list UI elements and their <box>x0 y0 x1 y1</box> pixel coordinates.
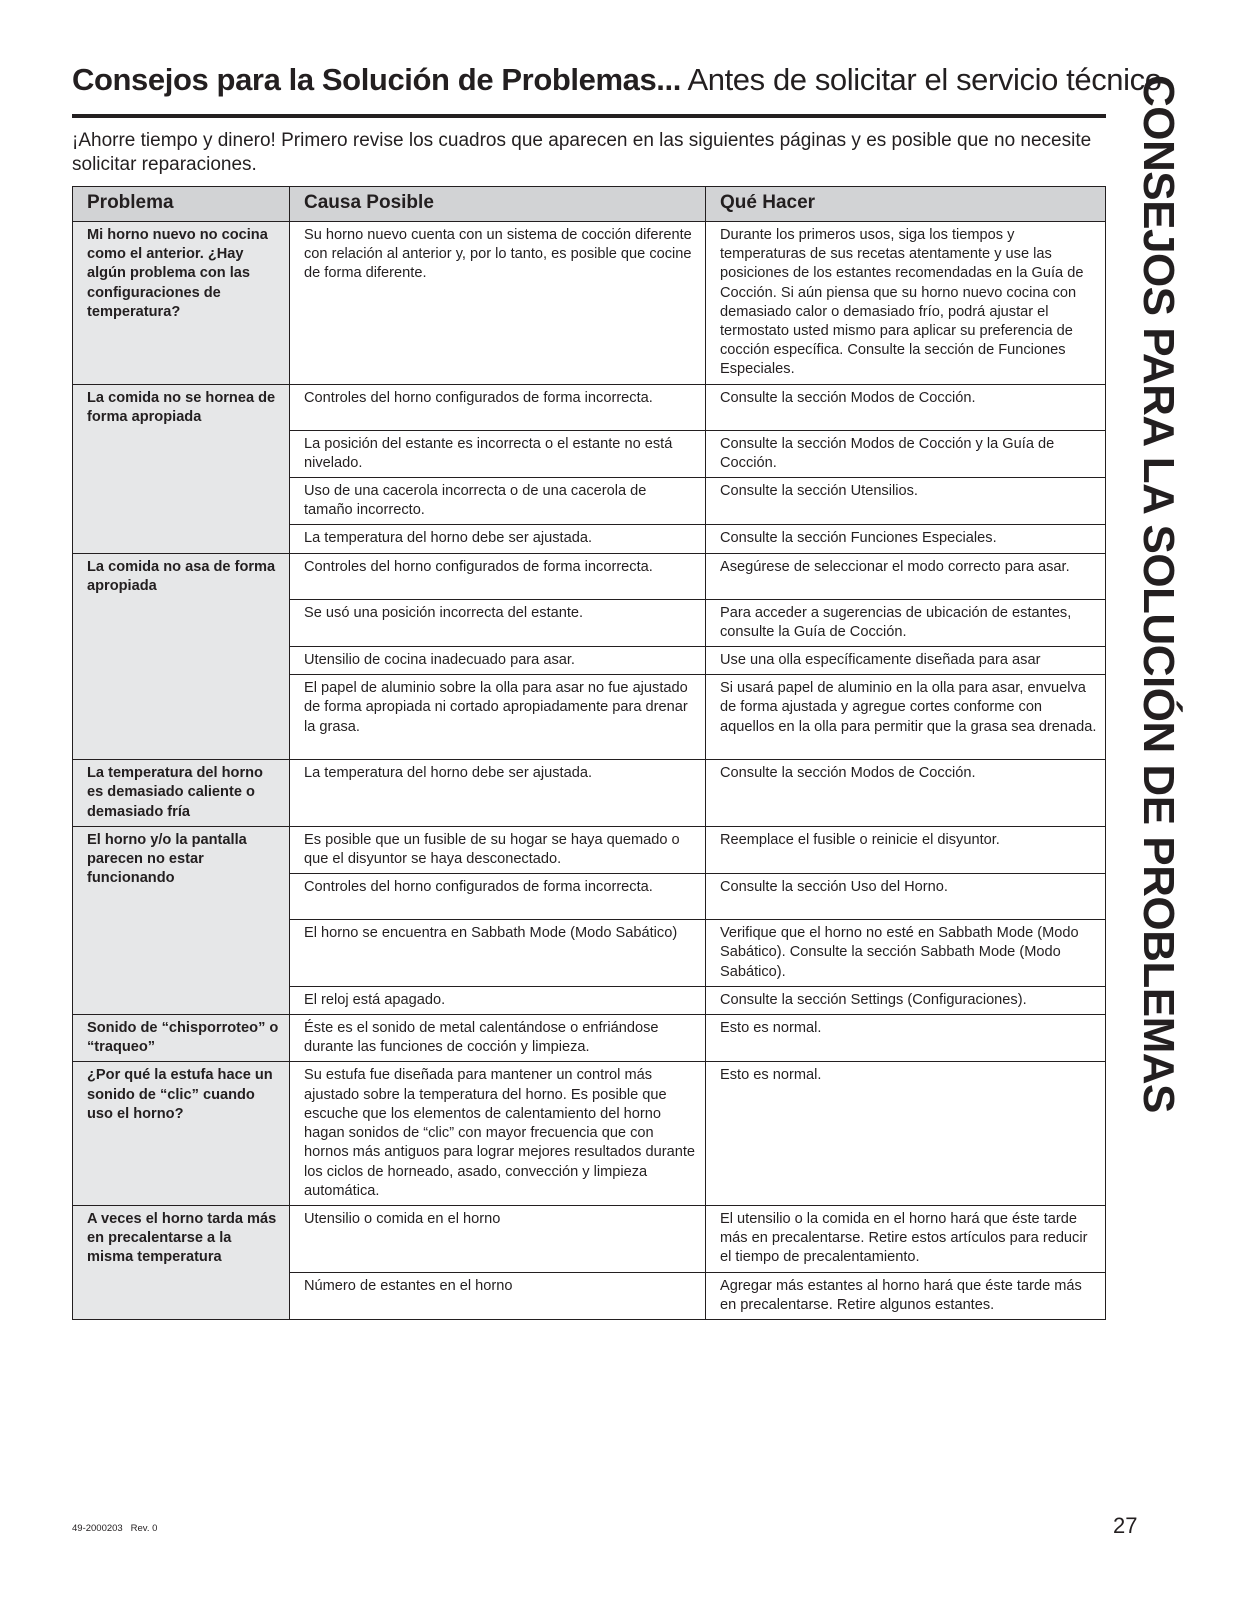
action-cell: Consulte la sección Settings (Configuraciones). <box>706 986 1106 1014</box>
table-row <box>73 1015 1106 1062</box>
page-title <box>72 62 1162 98</box>
problem-cell: ¿Por qué la estufa hace un sonido de “clic” cuando uso el horno? <box>73 1062 290 1205</box>
action-cell: Consulte la sección Uso del Horno. <box>706 874 1106 920</box>
side-tab-label: CONSEJOS PARA LA SOLUCIÓN DE PROBLEMAS <box>1134 75 1183 1113</box>
action-cell: Consulte la sección Modos de Cocción. <box>706 760 1106 827</box>
page-number: 27 <box>1113 1513 1138 1538</box>
cause-cell: La temperatura del horno debe ser ajustada. <box>290 525 706 553</box>
action-cell: Consulte la sección Modos de Cocción. <box>706 384 1106 430</box>
cause-cell: Utensilio o comida en el horno <box>290 1205 706 1272</box>
action-cell: Reemplace el fusible o reinicie el disyuntor. <box>706 826 1106 873</box>
problem-cell: La comida no se hornea de forma apropiada <box>73 384 290 553</box>
side-tab <box>1118 75 1198 1113</box>
intro-text: ¡Ahorre tiempo y dinero! Primero revise los cuadros que aparecen en las siguientes páginas y es posible que no necesite solicitar reparaciones. <box>72 130 1092 175</box>
table-row <box>73 760 1106 827</box>
action-cell: Para acceder a sugerencias de ubicación de estantes, consulte la Guía de Cocción. <box>706 599 1106 646</box>
cause-cell: Uso de una cacerola incorrecta o de una cacerola de tamaño incorrecto. <box>290 478 706 525</box>
cause-cell: Éste es el sonido de metal calentándose o enfriándose durante las funciones de cocción y limpieza. <box>290 1015 706 1062</box>
action-cell: Consulte la sección Modos de Cocción y la Guía de Cocción. <box>706 430 1106 477</box>
cause-cell: Se usó una posición incorrecta del estante. <box>290 599 706 646</box>
problem-cell: El horno y/o la pantalla parecen no estar funcionando <box>73 826 290 1014</box>
troubleshooting-table <box>72 186 1106 1320</box>
header-problem: Problema <box>73 187 290 222</box>
action-cell: Agregar más estantes al horno hará que éste tarde más en precalentarse. Retire algunos estantes. <box>706 1272 1106 1319</box>
table-row <box>73 826 1106 873</box>
cause-cell: Su horno nuevo cuenta con un sistema de cocción diferente con relación al anterior y, por lo tanto, es posible que cocine de forma diferente. <box>290 222 706 385</box>
problem-cell: Mi horno nuevo no cocina como el anterior. ¿Hay algún problema con las configuraciones de temperatura? <box>73 222 290 385</box>
document-code: 49-2000203 Rev. 0 <box>72 1523 158 1534</box>
table-row <box>73 1062 1106 1205</box>
page-title-bold: Consejos para la Solución de Problemas... <box>72 62 681 97</box>
cause-cell: Es posible que un fusible de su hogar se haya quemado o que el disyuntor se haya desconectado. <box>290 826 706 873</box>
header-cause: Causa Posible <box>290 187 706 222</box>
page-title-subtitle: Antes de solicitar el servicio técnico <box>680 62 1162 97</box>
action-cell: Verifique que el horno no esté en Sabbath Mode (Modo Sabático). Consulte la sección Sabbath Mode (Modo Sabático). <box>706 920 1106 987</box>
action-cell: Durante los primeros usos, siga los tiempos y temperaturas de sus recetas atentamente y use las posiciones de los estantes recomendadas en la Guía de Cocción. Si aún piensa que su horno nuevo cocina con demasiado calor o demasiado frío, podrá ajustar el termostato usted mismo para aplicar su preferencia de cocción específica. Consulte la sección de Funciones Especiales. <box>706 222 1106 385</box>
problem-cell: La comida no asa de forma apropiada <box>73 553 290 760</box>
header-action: Qué Hacer <box>706 187 1106 222</box>
table-row <box>73 1205 1106 1272</box>
cause-cell: Controles del horno configurados de forma incorrecta. <box>290 553 706 599</box>
table-row <box>73 553 1106 599</box>
problem-cell: Sonido de “chisporroteo” o “traqueo” <box>73 1015 290 1062</box>
problem-cell: A veces el horno tarda más en precalentarse a la misma temperatura <box>73 1205 290 1319</box>
cause-cell: El reloj está apagado. <box>290 986 706 1014</box>
table-header-row <box>73 187 1106 222</box>
title-divider <box>72 114 1106 118</box>
table-row <box>73 384 1106 430</box>
cause-cell: El papel de aluminio sobre la olla para asar no fue ajustado de forma apropiada ni cortado apropiadamente para drenar la grasa. <box>290 675 706 760</box>
cause-cell: El horno se encuentra en Sabbath Mode (Modo Sabático) <box>290 920 706 987</box>
action-cell: Esto es normal. <box>706 1015 1106 1062</box>
action-cell: Si usará papel de aluminio en la olla para asar, envuelva de forma ajustada y agregue cortes conforme con aquellos en la olla para permitir que la grasa sea drenada. <box>706 675 1106 760</box>
cause-cell: Controles del horno configurados de forma incorrecta. <box>290 384 706 430</box>
cause-cell: Su estufa fue diseñada para mantener un control más ajustado sobre la temperatura del horno. Es posible que escuche que los elementos de calentamiento del horno hagan sonidos de “clic” con mayor frecuencia que con hornos más antiguos para lograr mejores resultados durante los ciclos de horneado, asado, convección y limpieza automática. <box>290 1062 706 1205</box>
action-cell: Asegúrese de seleccionar el modo correcto para asar. <box>706 553 1106 599</box>
cause-cell: Utensilio de cocina inadecuado para asar. <box>290 647 706 675</box>
action-cell: Use una olla específicamente diseñada para asar <box>706 647 1106 675</box>
cause-cell: Número de estantes en el horno <box>290 1272 706 1319</box>
action-cell: Consulte la sección Utensilios. <box>706 478 1106 525</box>
problem-cell: La temperatura del horno es demasiado caliente o demasiado fría <box>73 760 290 827</box>
cause-cell: La posición del estante es incorrecta o el estante no está nivelado. <box>290 430 706 477</box>
table-body <box>73 222 1106 1320</box>
action-cell: El utensilio o la comida en el horno hará que éste tarde más en precalentarse. Retire estos artículos para reducir el tiempo de precalentamiento. <box>706 1205 1106 1272</box>
cause-cell: Controles del horno configurados de forma incorrecta. <box>290 874 706 920</box>
table-row <box>73 222 1106 385</box>
cause-cell: La temperatura del horno debe ser ajustada. <box>290 760 706 827</box>
action-cell: Esto es normal. <box>706 1062 1106 1205</box>
action-cell: Consulte la sección Funciones Especiales. <box>706 525 1106 553</box>
